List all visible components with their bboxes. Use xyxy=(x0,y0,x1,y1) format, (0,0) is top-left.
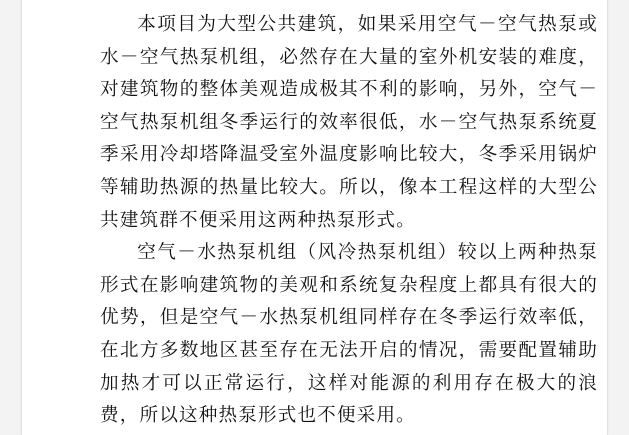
paragraph: 本项目为大型公共建筑，如果采用空气－空气热泵或水－空气热泵机组，必然存在大量的室外机安装的难度，对建筑物的整体美观造成极其不利的影响，另外，空气－空气热泵机组冬季运行的效率很低，水－空气热泵系统夏季采用冷却塔降温受室外温度影响比较大，冬季采用锅炉等辅助热源的热量比较大。所以，像本工程这样的大型公共建筑群不便采用这两种热泵形式。 xyxy=(100,14,598,231)
document-body xyxy=(100,9,598,433)
paragraph: 空气－水热泵机组（风冷热泵机组）较以上两种热泵形式在影响建筑物的美观和系统复杂程度上都具有很大的优势，但是空气－水热泵机组同样存在冬季运行效率低，在北方多数地区甚至存在无法开启的情况，需要配置辅助加热才可以正常运行，这样对能源的利用存在极大的浪费，所以这种热泵形式也不便采用。 xyxy=(100,242,598,427)
